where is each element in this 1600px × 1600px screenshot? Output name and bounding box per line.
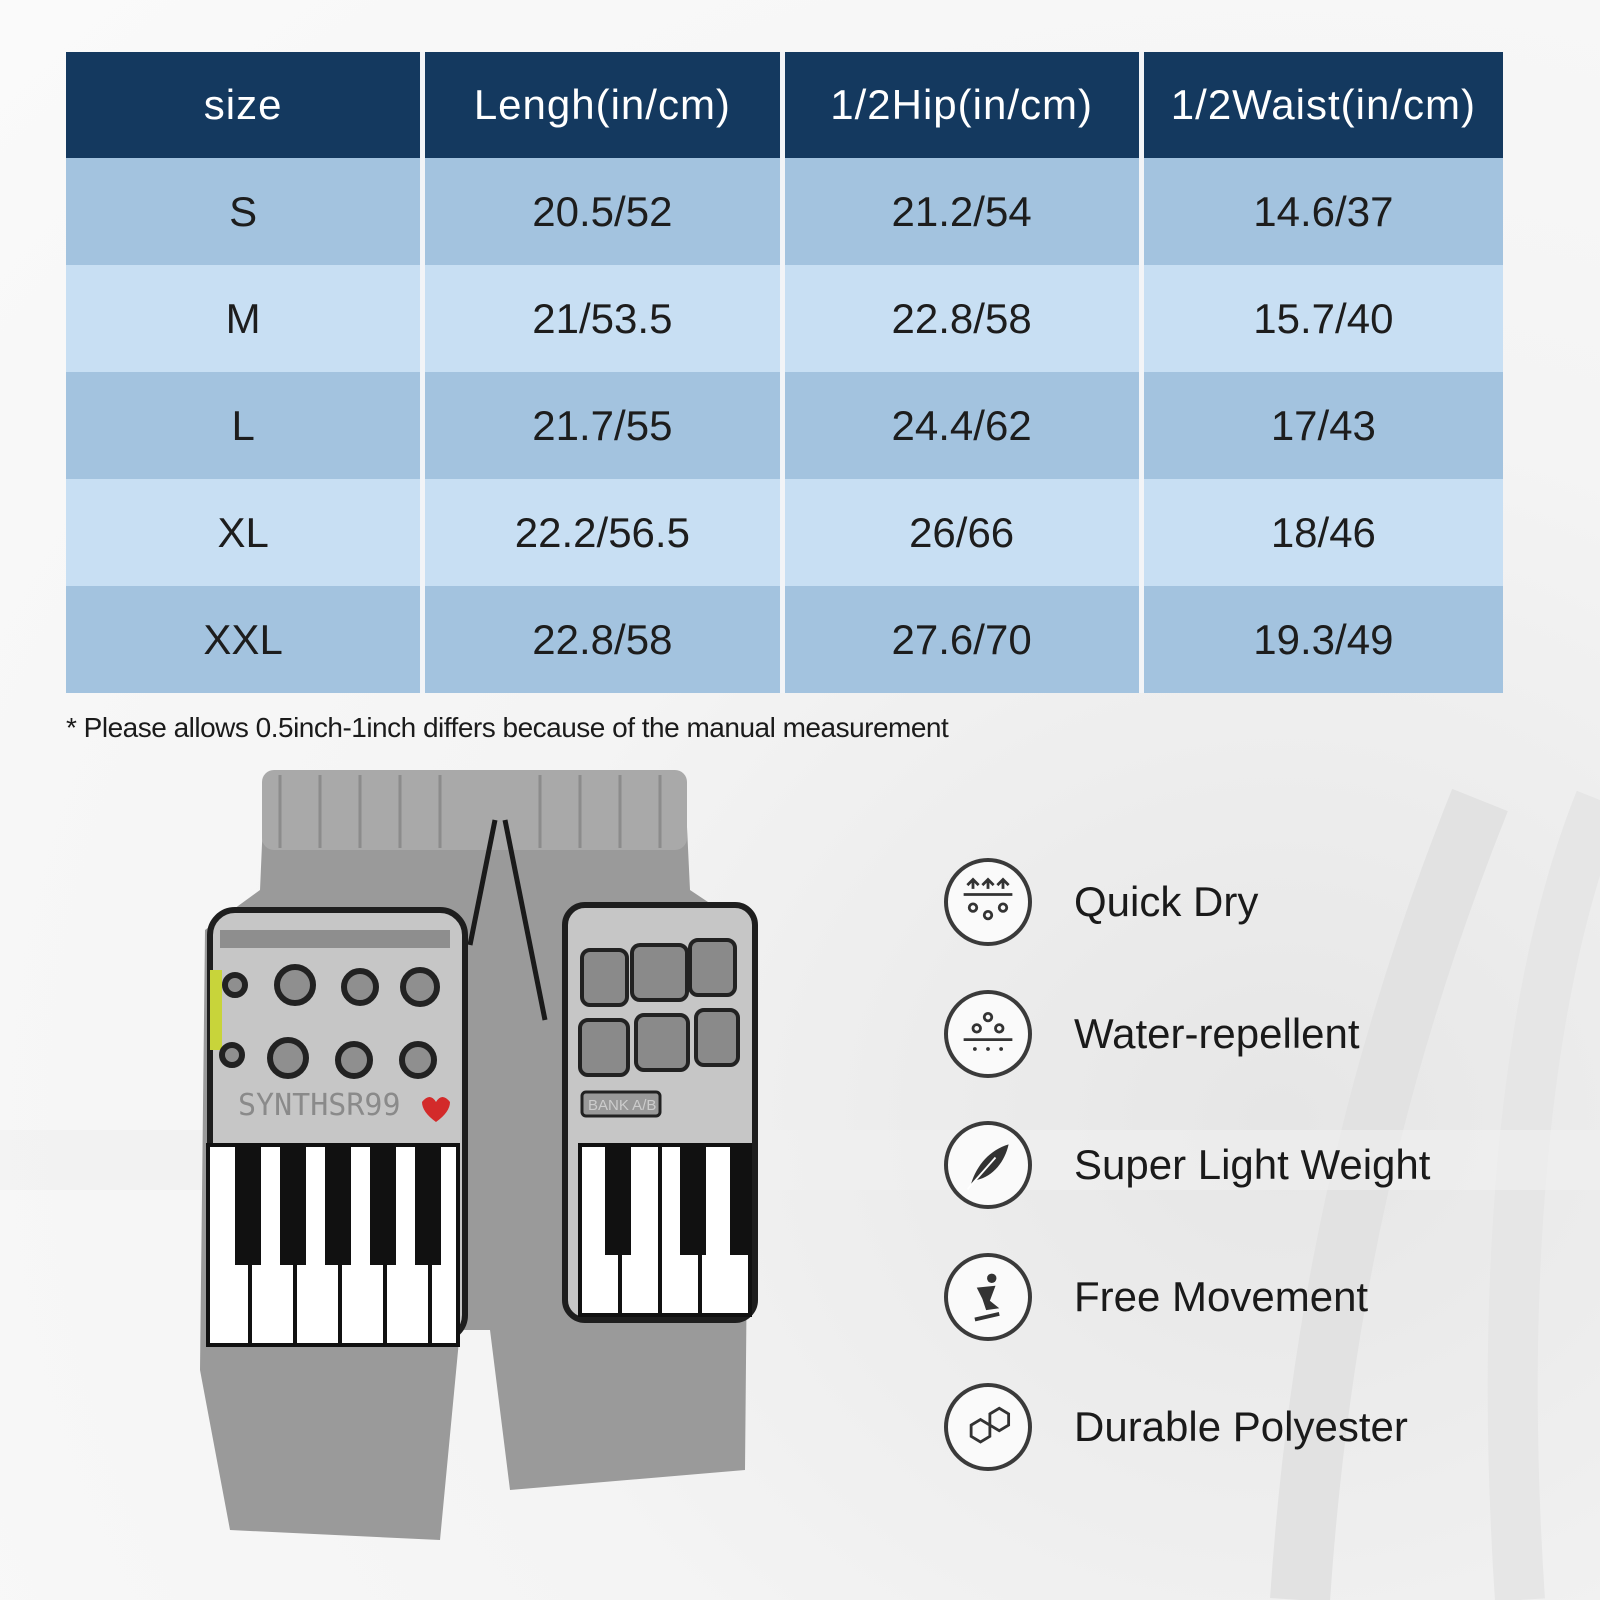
feature-label: Quick Dry: [1074, 878, 1259, 925]
cell-length: 21/53.5: [425, 265, 784, 372]
feature-label: Free Movement: [1074, 1273, 1369, 1320]
cell-hip: 24.4/62: [785, 372, 1144, 479]
size-chart-table: [66, 52, 1503, 693]
skater-icon: [944, 1253, 1032, 1341]
table-row: [66, 479, 1503, 586]
cell-size: L: [66, 372, 425, 479]
table-header-row: [66, 52, 1503, 158]
cell-size: XXL: [66, 586, 425, 693]
feature-label: Water-repellent: [1074, 1010, 1360, 1057]
table-row: [66, 265, 1503, 372]
quick-dry-icon: [944, 858, 1032, 946]
cell-size: M: [66, 265, 425, 372]
header-size: size: [66, 52, 425, 158]
cell-waist: 19.3/49: [1144, 586, 1503, 693]
header-hip: 1/2Hip(in/cm): [785, 52, 1144, 158]
cell-length: 21.7/55: [425, 372, 784, 479]
cell-waist: 15.7/40: [1144, 265, 1503, 372]
cell-length: 22.8/58: [425, 586, 784, 693]
product-shorts-image: [190, 770, 770, 1570]
cell-size: S: [66, 158, 425, 265]
feature-item: [944, 858, 1258, 946]
molecule-icon: [944, 1383, 1032, 1471]
feather-icon: [944, 1121, 1032, 1209]
feature-label: Durable Polyester: [1074, 1403, 1408, 1450]
cell-waist: 18/46: [1144, 479, 1503, 586]
synth-label: SYNTHSR99: [238, 1088, 401, 1123]
header-length: Lengh(in/cm): [425, 52, 784, 158]
cell-waist: 14.6/37: [1144, 158, 1503, 265]
cell-size: XL: [66, 479, 425, 586]
cell-length: 22.2/56.5: [425, 479, 784, 586]
feature-label: Super Light Weight: [1074, 1141, 1431, 1188]
cell-length: 20.5/52: [425, 158, 784, 265]
table-row: [66, 372, 1503, 479]
measurement-note: * Please allows 0.5inch-1inch differs because of the manual measurement: [66, 712, 949, 743]
cell-hip: 21.2/54: [785, 158, 1144, 265]
cell-waist: 17/43: [1144, 372, 1503, 479]
bank-label: BANK A/B: [588, 1097, 657, 1114]
cell-hip: 26/66: [785, 479, 1144, 586]
water-repellent-icon: [944, 990, 1032, 1078]
table-row: [66, 158, 1503, 265]
table-row: [66, 586, 1503, 693]
cell-hip: 27.6/70: [785, 586, 1144, 693]
feature-item: [944, 1121, 1430, 1209]
header-waist: 1/2Waist(in/cm): [1144, 52, 1503, 158]
cell-hip: 22.8/58: [785, 265, 1144, 372]
feature-item: [944, 1383, 1408, 1471]
feature-item: [944, 990, 1360, 1078]
feature-item: [944, 1253, 1368, 1341]
